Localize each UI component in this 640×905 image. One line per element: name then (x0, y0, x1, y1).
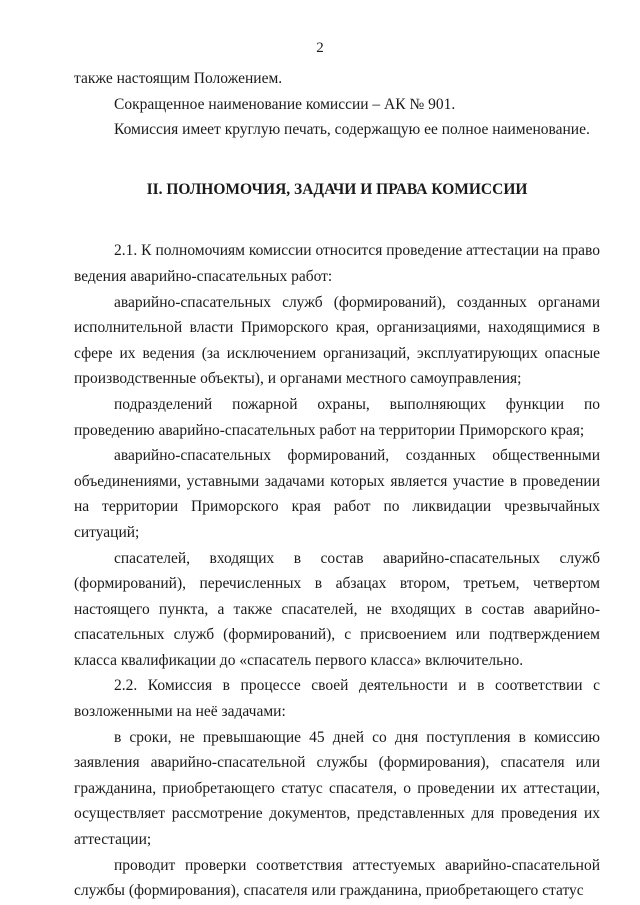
paragraph-item-services: аварийно-спасательных служб (формирований), созданных органами исполнительной власти Приморского края, организациями, находящимися в сфере их ведения (за исключением организаций, эксплуатирующих опасные производственные объекты), и органами местного самоуправления; (74, 293, 600, 388)
paragraph-item-public: аварийно-спасательных формирований, созданных общественными объединениями, уставными задачами которых является участие в проведении на территории Приморского края работ по ликвидации чрезвычайных ситуаций; (74, 447, 600, 541)
paragraph-2-1: 2.1. К полномочиям комиссии относится проведение аттестации на право ведения аварийно-спасательных работ: (74, 242, 600, 285)
paragraph-item-deadline: в сроки, не превышающие 45 дней со дня поступления в комиссию заявления аварийно-спасательной службы (формирования), спасателя или гражданина, приобретающего статус спасателя, о проведении их аттестации, осуществляет рассмотрение документов, представленных для проведения их аттестации; (74, 728, 600, 849)
paragraph-2-2: 2.2. Комиссия в процессе своей деятельности и в соответствии с возложенными на неё задачами: (74, 677, 600, 721)
paragraph-item-rescuers: спасателей, входящих в состав аварийно-спасательных служб (формирований), перечисленных в абзацах втором, третьем, четвертом настоящего пункта, а также спасателей, не входящих в состав аварийно-спасательных служб (формирований), с присвоением или подтверждением класса квалификации до «спасатель первого класса» включительно. (74, 549, 600, 669)
paragraph-item-fire: подразделений пожарной охраны, выполняющих функции по проведению аварийно-спасательных работ на территории Приморского края; (74, 395, 600, 439)
intro-paragraph-2: Сокращенное наименование комиссии – АК № 901. (114, 95, 456, 113)
document-body (74, 66, 600, 904)
intro-paragraph-1: также настоящим Положением. (74, 70, 283, 87)
intro-paragraph-3: Комиссия имеет круглую печать, содержащую ее полное наименование. (114, 121, 590, 139)
paragraph-item-checks: проводит проверки соответствия аттестуемых аварийно-спасательной службы (формирования), спасателя или гражданина, приобретающего статус (74, 856, 600, 900)
page-number: 2 (316, 40, 324, 56)
section-title: II. ПОЛНОМОЧИЯ, ЗАДАЧИ И ПРАВА КОМИССИИ (146, 180, 528, 198)
